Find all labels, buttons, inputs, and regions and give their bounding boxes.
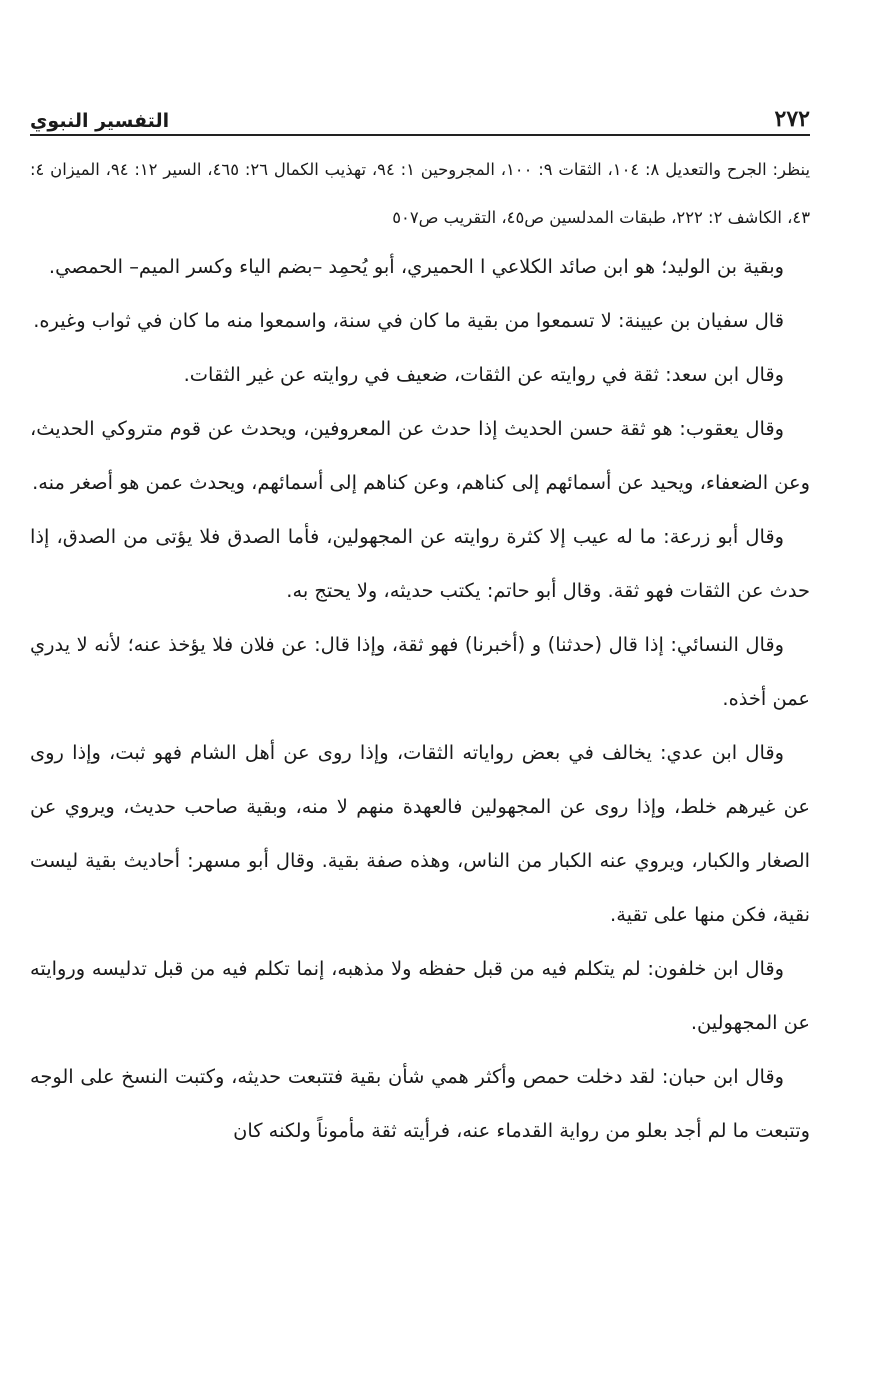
paragraph-ibn-saad: وقال ابن سعد: ثقة في روايته عن الثقات، ضعيف في روايته عن غير الثقات. — [183, 363, 784, 386]
book-page — [30, 0, 810, 1385]
paragraph-ibn-adi: وقال ابن عدي: يخالف في بعض رواياته الثقات، وإذا روى عن أهل الشام فهو ثبت، وإذا روى عن غيرهم خلط، وإذا روى عن المجهولين فالعهدة منهم لا منه، وبقية صاحب حديث، ويروي عن الصغار والكبار، ويروي عنه الكبار من الناس، وهذه صفة بقية. وقال أبو مسهر: أحاديث بقية ليست نقية، فكن منها على تقية. — [30, 741, 810, 926]
running-header — [30, 96, 810, 132]
paragraph-yaqub: وقال يعقوب: هو ثقة حسن الحديث إذا حدث عن المعروفين، ويحدث عن قوم متروكي الحديث، وعن الضعفاء، ويحيد عن أسمائهم إلى كناهم، وعن كناهم إلى أسمائهم، ويحدث عمن هو أصغر منه. — [30, 417, 810, 494]
page-number: ٢٧٢ — [774, 106, 810, 132]
footnote-references: ينظر: الجرح والتعديل ٨: ١٠٤، الثقات ٩: ١٠٠، المجروحين ١: ٩٤، تهذيب الكمال ٢٦: ٤٦٥، السير ١٢: ٩٤، الميزان ٤: ٤٣، الكاشف ٢: ٢٢٢، طبقات المدلسين ص٤٥، التقريب ص٥٠٧ — [30, 160, 811, 227]
paragraph-ibn-khalfun: وقال ابن خلفون: لم يتكلم فيه من قبل حفظه ولا مذهبه، إنما تكلم فيه من قبل تدليسه وروايته عن المجهولين. — [30, 957, 810, 1034]
book-title: التفسير النبوي — [30, 110, 170, 132]
paragraph-baqiyya-intro: وبقية بن الوليد؛ هو ابن صائد الكلاعي ا الحميري، أبو يُحمِد –بضم الياء وكسر الميم– الحمصي. — [48, 255, 784, 278]
header-rule — [30, 134, 810, 136]
paragraph-ibn-hibban: وقال ابن حبان: لقد دخلت حمص وأكثر همي شأن بقية فتتبعت حديثه، وكتبت النسخ على الوجه وتتبعت ما لم أجد بعلو من رواية القدماء عنه، فرأيته ثقة مأموناً ولكنه كان — [30, 1065, 810, 1142]
body-text — [30, 240, 810, 1158]
paragraph-abu-zura: وقال أبو زرعة: ما له عيب إلا كثرة روايته عن المجهولين، فأما الصدق فلا يؤتى من الصدق، إذا حدث عن الثقات فهو ثقة. وقال أبو حاتم: يكتب حديثه، ولا يحتج به. — [30, 525, 810, 602]
paragraph-nasai: وقال النسائي: إذا قال (حدثنا) و (أخبرنا) فهو ثقة، وإذا قال: عن فلان فلا يؤخذ عنه؛ لأنه لا يدري عمن أخذه. — [30, 633, 810, 710]
paragraph-sufyan: قال سفيان بن عيينة: لا تسمعوا من بقية ما كان في سنة، واسمعوا منه ما كان في ثواب وغيره. — [33, 309, 784, 332]
